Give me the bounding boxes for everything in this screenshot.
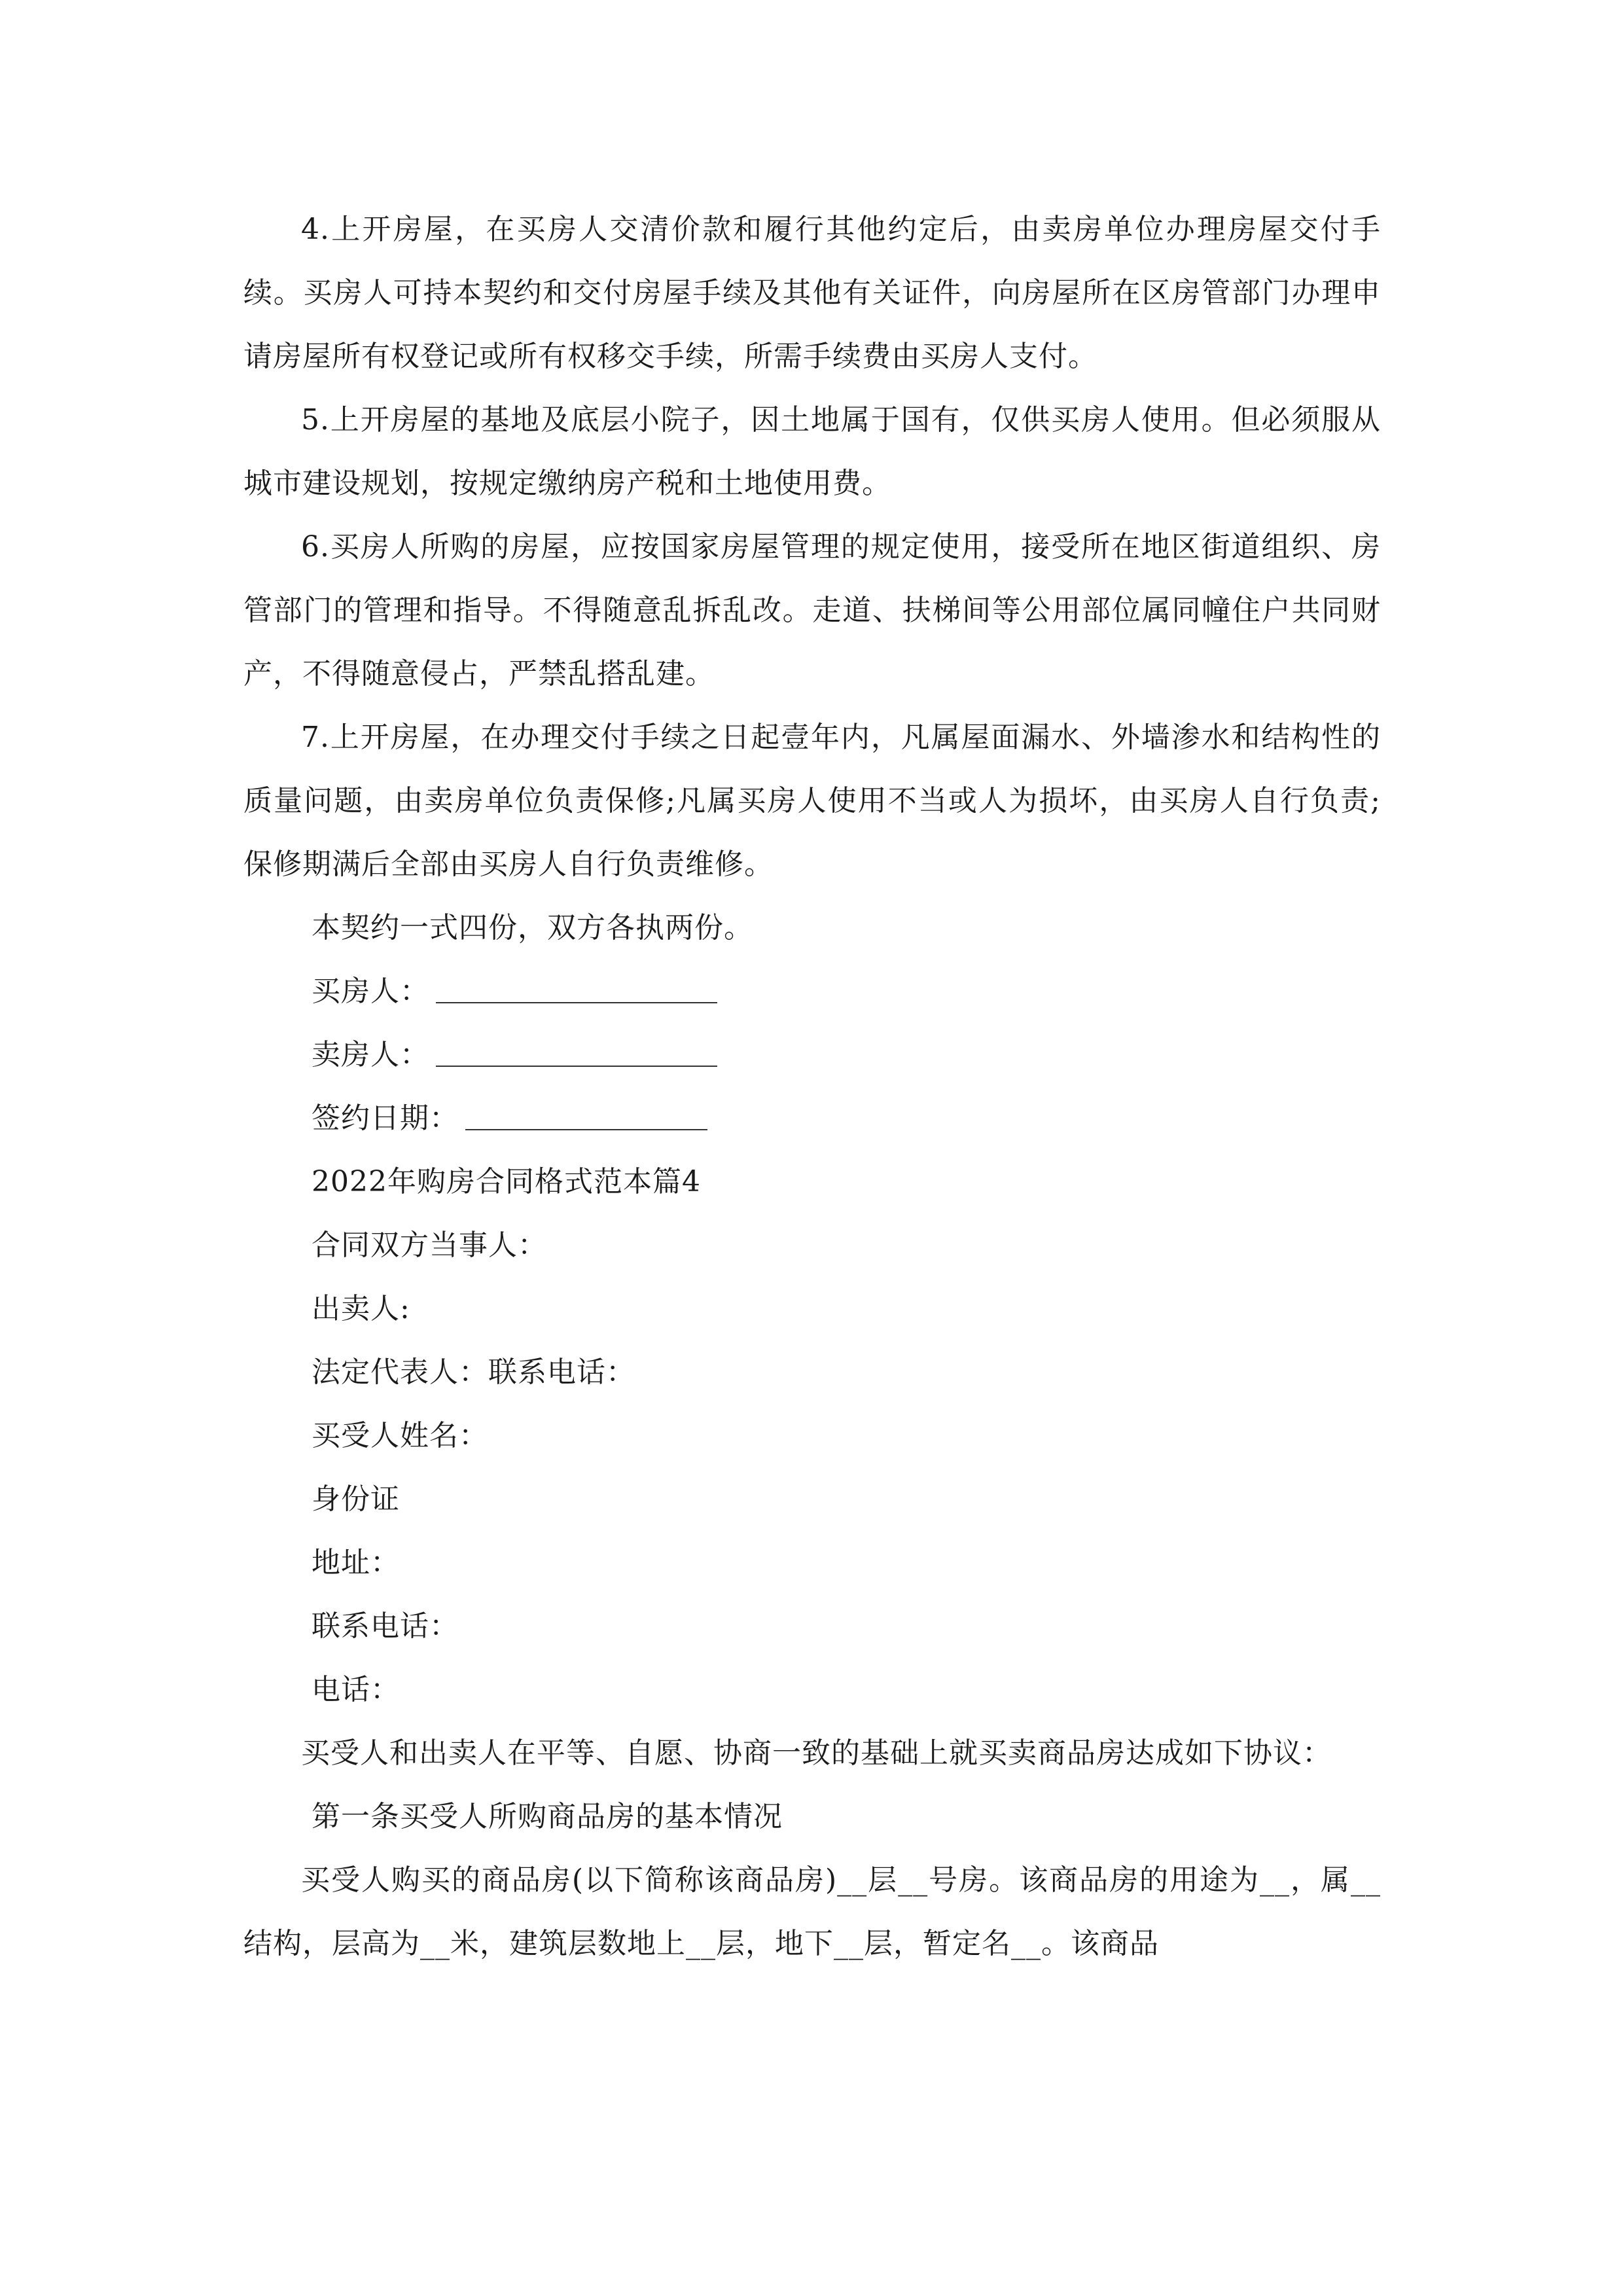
seller-signature-line xyxy=(243,1023,1381,1086)
clause-4: 4.上开房屋，在买房人交清价款和履行其他约定后，由卖房单位办理房屋交付手续。买房人可持本契约和交付房屋手续及其他有关证件，向房屋所在区房管部门办理申请房屋所有权登记或所有权移交手续，所需手续费由买房人支付。 xyxy=(243,213,1381,373)
article-1-title: 第一条买受人所购商品房的基本情况 xyxy=(312,1800,783,1833)
clause-6: 6.买房人所购的房屋，应按国家房屋管理的规定使用，接受所在地区街道组织、房管部门的管理和指导。不得随意乱拆乱改。走道、扶梯间等公用部位属同幢住户共同财产，不得随意侵占，严禁乱搭乱建。 xyxy=(243,530,1381,691)
clause-7: 7.上开房屋，在办理交付手续之日起壹年内，凡属屋面漏水、外墙渗水和结构性的质量问题，由卖房单位负责保修;凡属买房人使用不当或人为损坏，由买房人自行负责;保修期满后全部由买房人自行负责维修。 xyxy=(243,721,1381,881)
section-title: 2022年购房合同格式范本篇4 xyxy=(312,1165,701,1198)
seller-signature-label: 卖房人： xyxy=(312,1038,429,1071)
agreement-intro: 买受人和出卖人在平等、自愿、协商一致的基础上就买卖商品房达成如下协议： xyxy=(301,1736,1332,1770)
buyer-name-field: 买受人姓名： xyxy=(312,1419,488,1452)
article-1-text: 买受人购买的商品房(以下简称该商品房)__层__号房。该商品房的用途为__，属__结构，层高为__米，建筑层数地上__层，地下__层，暂定名__。该商品 xyxy=(243,1863,1381,1960)
parties-heading: 合同双方当事人： xyxy=(312,1229,547,1262)
date-signature-label: 签约日期： xyxy=(312,1102,459,1135)
seller-field: 出卖人: xyxy=(312,1292,410,1325)
id-card-field: 身份证 xyxy=(312,1482,400,1516)
date-signature-line xyxy=(243,1086,1381,1150)
seller-signature-blank xyxy=(436,1039,717,1067)
buyer-signature-blank xyxy=(436,976,717,1003)
contact-phone-field: 联系电话： xyxy=(312,1609,459,1643)
address-field: 地址： xyxy=(312,1546,400,1579)
legal-rep-field: 法定代表人：联系电话： xyxy=(312,1355,635,1389)
phone-field: 电话： xyxy=(312,1673,400,1706)
buyer-signature-line xyxy=(243,960,1381,1023)
document-body xyxy=(243,198,1381,1975)
date-signature-blank xyxy=(465,1103,707,1130)
copies-note: 本契约一式四份，双方各执两份。 xyxy=(312,911,753,944)
clause-5: 5.上开房屋的基地及底层小院子，因土地属于国有，仅供买房人使用。但必须服从城市建设规划，按规定缴纳房产税和土地使用费。 xyxy=(243,403,1381,500)
buyer-signature-label: 买房人： xyxy=(312,975,429,1008)
